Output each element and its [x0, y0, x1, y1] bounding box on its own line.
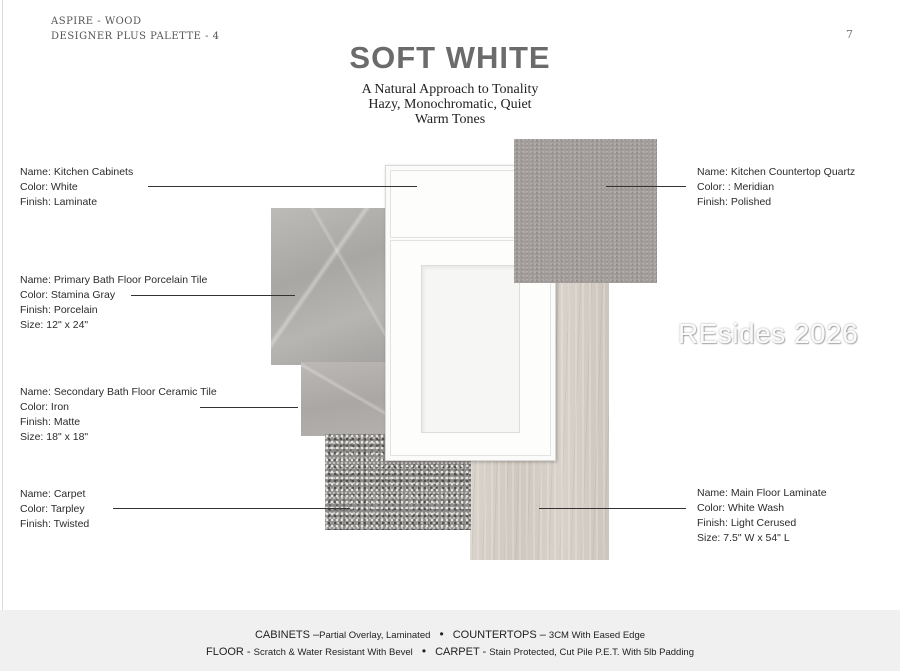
countertop-name: Name: Kitchen Countertop Quartz [697, 166, 856, 178]
countertop-color: Color: : Meridian [697, 181, 775, 193]
laminate-size: Size: 7.5" W x 54" L [697, 532, 790, 544]
secondary-bath-tile-swatch [301, 362, 389, 436]
footer-specs [0, 610, 900, 671]
footer-line-1 [0, 627, 900, 641]
label-carpet [20, 487, 89, 532]
carpet-name: Name: Carpet [20, 488, 86, 500]
leader-carpet [113, 508, 350, 509]
subtitle-line-1: A Natural Approach to Tonality [361, 82, 539, 97]
laminate-name: Name: Main Floor Laminate [697, 487, 827, 499]
laminate-finish: Finish: Light Cerused [697, 517, 797, 529]
label-kitchen-cabinets [20, 165, 133, 210]
primary-bath-tile-size: Size: 12" x 24" [20, 319, 89, 331]
kitchen-cabinets-finish: Finish: Laminate [20, 196, 98, 208]
laminate-color: Color: White Wash [697, 502, 785, 514]
label-secondary-bath-tile [20, 385, 217, 445]
subtitle-line-2: Hazy, Monochromatic, Quiet [368, 97, 532, 112]
leader-countertop [606, 186, 686, 187]
watermark: REsides 2026 [678, 318, 859, 349]
page-title: SOFT WHITE [349, 40, 551, 75]
footer-bullet-2: • [421, 644, 427, 658]
brand-line-2: DESIGNER PLUS PALETTE - 4 [51, 31, 220, 42]
footer-line-2 [0, 644, 900, 658]
footer-carpet-heading: CARPET - [435, 646, 490, 658]
label-laminate [697, 486, 827, 546]
label-countertop [697, 165, 855, 210]
countertop-finish: Finish: Polished [697, 196, 772, 208]
footer-cabinets-text: Partial Overlay, Laminated [319, 630, 431, 641]
footer-carpet-text: Stain Protected, Cut Pile P.E.T. With 5lb Padding [489, 647, 694, 658]
kitchen-cabinets-color: Color: White [20, 181, 78, 193]
countertop-quartz-swatch [514, 139, 657, 283]
footer-bullet-1: • [439, 627, 444, 641]
footer-countertops-text: 3CM With Eased Edge [548, 630, 646, 641]
leader-laminate [539, 508, 686, 509]
primary-bath-tile-finish: Finish: Porcelain [20, 304, 98, 316]
primary-bath-tile-color: Color: Stamina Gray [20, 289, 116, 301]
primary-bath-tile-swatch [271, 208, 389, 365]
label-primary-bath-tile [20, 273, 207, 333]
footer-countertops-heading: COUNTERTOPS – [452, 629, 549, 641]
kitchen-cabinets-name: Name: Kitchen Cabinets [20, 166, 134, 178]
footer-floor-heading: FLOOR - [205, 646, 254, 658]
secondary-bath-tile-name: Name: Secondary Bath Floor Ceramic Tile [20, 386, 217, 398]
secondary-bath-tile-finish: Finish: Matte [20, 416, 81, 428]
carpet-color: Color: Tarpley [20, 503, 85, 515]
footer-cabinets-heading: CABINETS – [254, 629, 320, 641]
cabinet-door-panel [421, 265, 520, 433]
page-number: 7 [846, 28, 853, 41]
page-subtitle [0, 82, 900, 127]
leader-kitchen-cabinets [148, 186, 417, 187]
carpet-finish: Finish: Twisted [20, 518, 90, 530]
secondary-bath-tile-size: Size: 18" x 18" [20, 431, 89, 443]
footer-floor-text: Scratch & Water Resistant With Bevel [253, 647, 413, 658]
brand-line-1: ASPIRE - WOOD [51, 16, 142, 27]
primary-bath-tile-name: Name: Primary Bath Floor Porcelain Tile [20, 274, 208, 286]
subtitle-line-3: Warm Tones [414, 112, 486, 127]
secondary-bath-tile-color: Color: Iron [20, 401, 70, 413]
